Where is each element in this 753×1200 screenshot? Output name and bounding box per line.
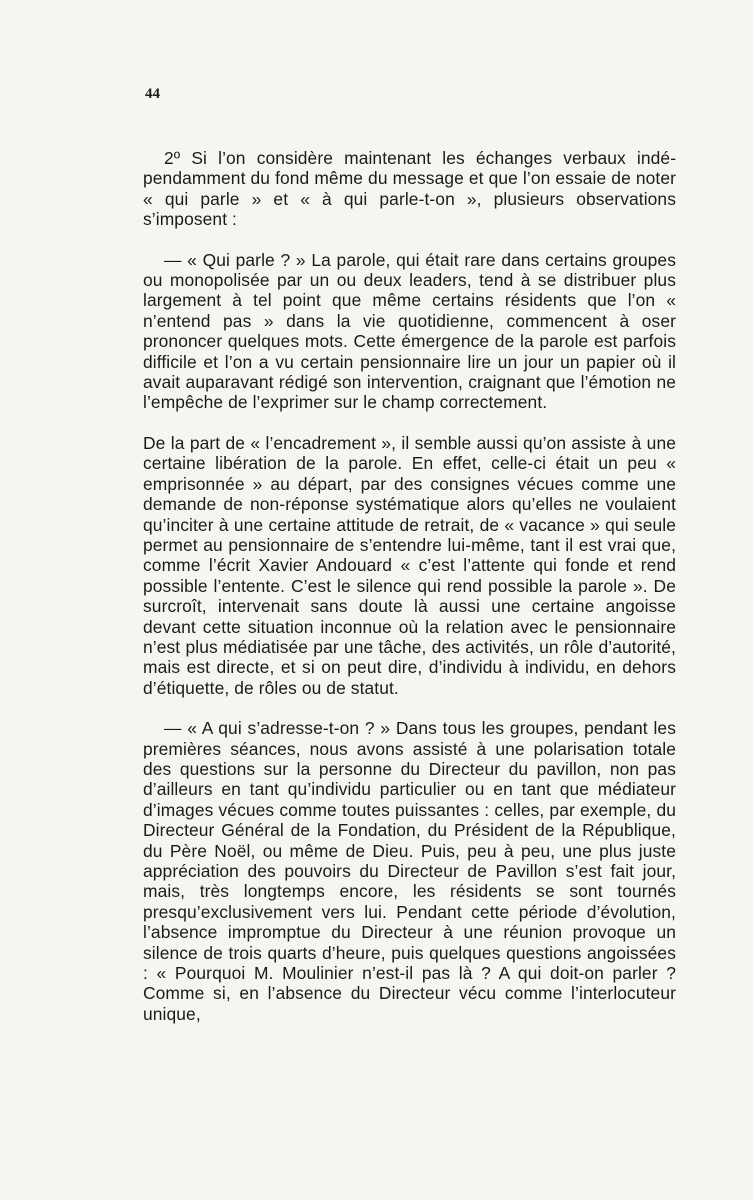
paragraph-encadrement: De la part de « l’encadrement », il semble aussi qu’on assiste à une certaine libération de la parole. En effet, celle-ci était un peu « emprisonnée » au départ, par des consignes vécues comme une demande de non-réponse systématique alors qu’elles ne voulaient qu’inciter à une certaine attitude de retrait, de « vacance » qui seule permet au pensionnaire de s’entendre lui-même, tant il est vrai que, comme l’écrit Xavier Andouard « c’est l’attente qui fonde et rend possible l’entente. C’est le silence qui rend possible la parole ». De surcroît, intervenait sans doute là aussi une certaine angoisse devant cette situation inconnue où la relation avec le pensionnaire n’est plus médiatisée par une tâche, des activités, un rôle d’autorité, mais est directe, et si on peut dire, d’individu à individu, en dehors d’étiquette, de rôles ou de statut. <box>143 432 676 698</box>
paragraph-intro: 2º Si l’on considère maintenant les échanges verbaux indépendamment du fond même du message et que l’on essaie de noter « qui parle » et « à qui parle-t-on », plusieurs observations s’imposent : <box>143 148 676 230</box>
paragraph-a-qui: — « A qui s’adresse-t-on ? » Dans tous les groupes, pendant les premières séances, nous avons assisté à une polarisation totale des questions sur la personne du Directeur du pavillon, non pas d’ailleurs en tant qu’individu particulier ou en tant que médiateur d’images vécues comme toutes puissantes : celles, par exemple, du Directeur Général de la Fondation, du Président de la République, du Père Noël, ou même de Dieu. Puis, peu à peu, une plus juste appréciation des pouvoirs du Directeur de Pavillon s’est fait jour, mais, très longtemps encore, les résidents se sont tournés presqu’exclusivement vers lui. Pendant cette période d’évolution, l’absence impromptue du Directeur à une réunion provoque un silence de trois quarts d’heure, puis quelques questions angoissées : « Pourquoi M. Moulinier n’est-il pas là ? A qui doit-on parler ? Comme si, en l’absence du Directeur vécu comme l’interlocuteur unique, <box>143 718 676 1024</box>
page-number: 44 <box>145 86 160 102</box>
paragraph-qui-parle: — « Qui parle ? » La parole, qui était rare dans certains groupes ou monopolisée par un ou deux leaders, tend à se distribuer plus largement à tel point que même certains résidents que l’on « n’entend pas » dans la vie quotidienne, commencent à oser prononcer quelques mots. Cette émergence de la parole est parfois difficile et l’on a vu certain pensionnaire lire un jour un papier où il avait auparavant rédigé son intervention, craignant que l’émotion ne l’empêche de l’exprimer sur le champ correctement. <box>143 249 676 413</box>
body-text <box>143 148 676 1024</box>
